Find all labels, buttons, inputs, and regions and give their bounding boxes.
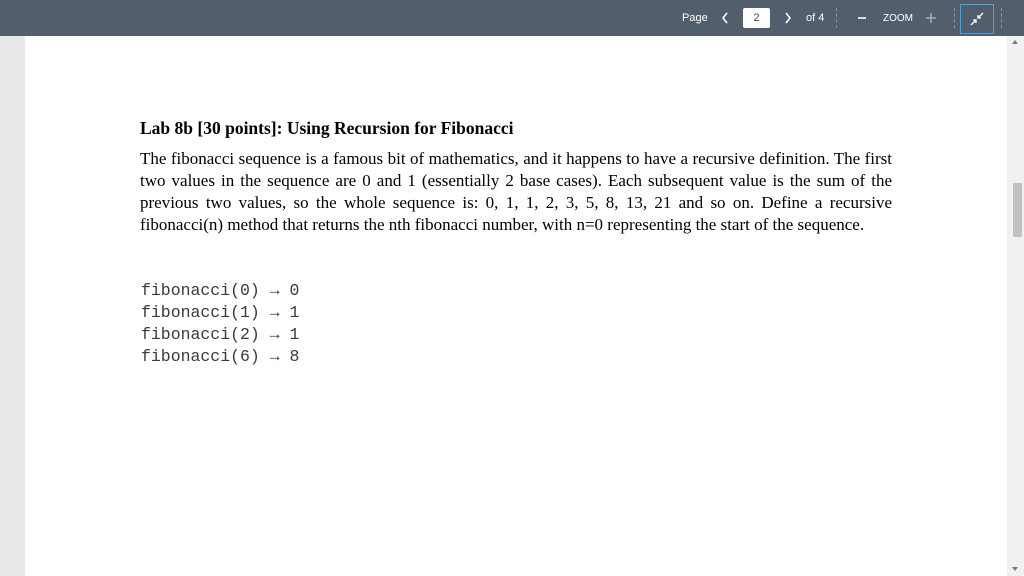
toolbar-divider xyxy=(1001,8,1002,28)
example-line: fibonacci(6) → 8 xyxy=(141,347,300,366)
scroll-up-arrow-icon[interactable] xyxy=(1012,40,1018,44)
exit-fullscreen-button[interactable] xyxy=(960,4,994,34)
chevron-right-icon xyxy=(784,12,792,24)
pdf-toolbar xyxy=(0,0,1024,36)
toolbar-divider xyxy=(954,8,955,28)
example-calls xyxy=(141,280,299,368)
next-page-button[interactable] xyxy=(780,8,796,28)
previous-page-button[interactable] xyxy=(717,8,733,28)
lab-heading: Lab 8b [30 points]: Using Recursion for Fibonacci xyxy=(140,118,514,138)
lab-description: The fibonacci sequence is a famous bit of mathematics, and it happens to have a recursive definition. The first two values in the sequence are 0 and 1 (essentially 2 base cases). Each subsequent value is the sum of the previous two values, so the whole sequence is: 0, 1, 1, 2, 3, 5, 8, 13, 21 and so on. Define a recursive fibonacci(n) method that returns the nth fibonacci number, with n=0 representing the start of the sequence. xyxy=(140,149,892,234)
zoom-in-button[interactable] xyxy=(924,10,938,26)
zoom-label: ZOOM xyxy=(883,13,913,24)
toolbar-divider xyxy=(836,8,837,28)
page-label: Page xyxy=(682,12,708,24)
scrollbar-thumb[interactable] xyxy=(1013,183,1022,237)
exit-fullscreen-icon xyxy=(970,12,984,26)
plus-icon xyxy=(925,12,937,24)
example-line: fibonacci(2) → 1 xyxy=(141,325,300,344)
document-page xyxy=(25,36,1007,576)
minus-icon xyxy=(857,13,867,23)
page-count-label: of 4 xyxy=(806,12,825,24)
vertical-scrollbar[interactable] xyxy=(1007,36,1024,576)
example-line: fibonacci(0) → 0 xyxy=(141,281,300,300)
scroll-down-arrow-icon[interactable] xyxy=(1012,567,1018,571)
example-line: fibonacci(1) → 1 xyxy=(141,303,300,322)
page-number-input[interactable] xyxy=(743,8,770,28)
viewer-margin xyxy=(0,36,25,576)
chevron-left-icon xyxy=(721,12,729,24)
zoom-out-button[interactable] xyxy=(855,10,869,26)
